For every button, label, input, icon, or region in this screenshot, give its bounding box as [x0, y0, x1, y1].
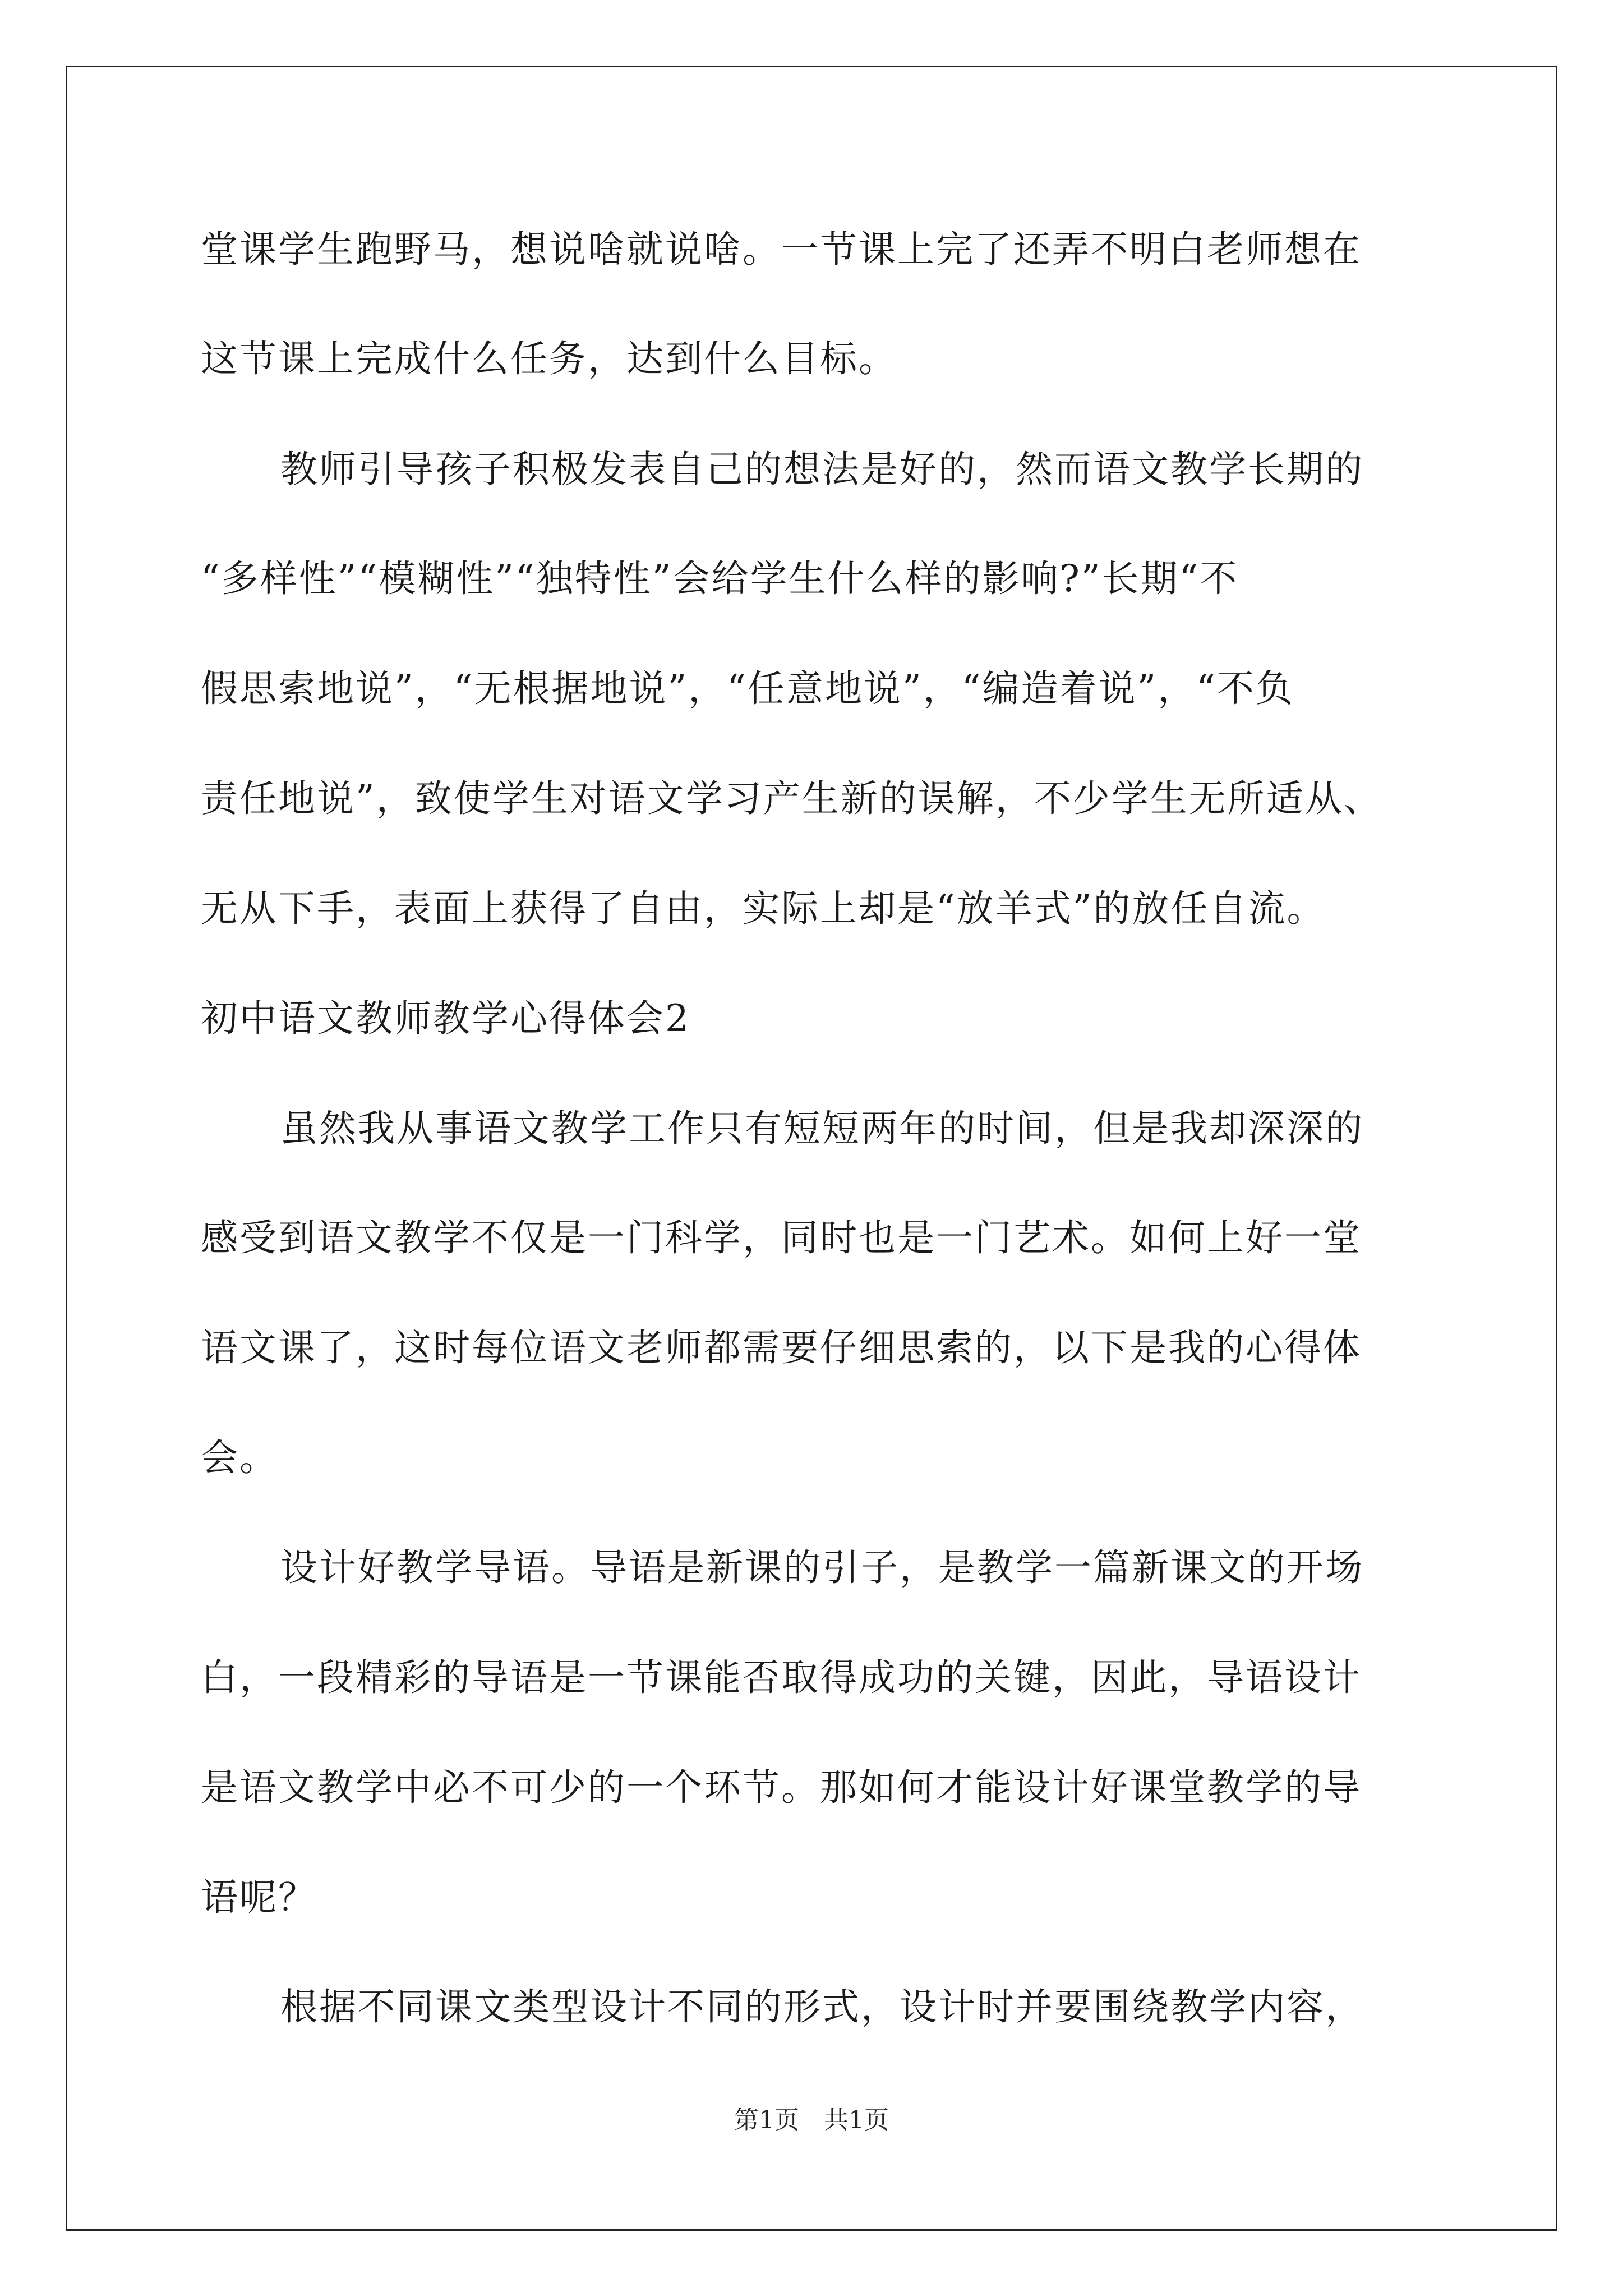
text-line: 语文课了，这时每位语文老师都需要仔细思索的，以下是我的心得体: [201, 1326, 1362, 1369]
text-line: 白，一段精彩的导语是一节课能否取得成功的关键，因此，导语设计: [201, 1656, 1362, 1699]
text-line: 这节课上完成什么任务，达到什么目标。: [201, 337, 897, 380]
text-line: 假思索地说”，“无根据地说”，“任意地说”，“编造着说”，“不负: [201, 667, 1294, 710]
text-line: 责任地说”，致使学生对语文学习产生新的误解，不少学生无所适从、: [201, 777, 1382, 820]
text-line: 无从下手，表面上获得了自由，实际上却是“放羊式”的放任自流。: [201, 887, 1326, 930]
text-line: 根据不同课文类型设计不同的形式，设计时并要围绕教学内容，: [280, 1985, 1364, 2028]
text-line: 会。: [201, 1436, 278, 1479]
text-line: 设计好教学导语。导语是新课的引子，是教学一篇新课文的开场: [280, 1546, 1364, 1589]
text-line: 是语文教学中必不可少的一个环节。那如何才能设计好课堂教学的导: [201, 1766, 1362, 1809]
text-line: 语呢？: [201, 1876, 317, 1919]
section-heading: 初中语文教师教学心得体会2: [201, 997, 690, 1040]
text-line: 堂课学生跑野马，想说啥就说啥。一节课上完了还弄不明白老师想在: [201, 228, 1362, 271]
page-footer: 第1页 共1页: [734, 2106, 889, 2134]
text-line: 虽然我从事语文教学工作只有短短两年的时间，但是我却深深的: [280, 1107, 1364, 1150]
text-line: 感受到语文教学不仅是一门科学，同时也是一门艺术。如何上好一堂: [201, 1216, 1362, 1259]
text-line: 教师引导孩子积极发表自己的想法是好的，然而语文教学长期的: [280, 448, 1364, 491]
text-line: “多样性”“模糊性”“独特性”会给学生什么样的影响?”长期“不: [201, 557, 1239, 600]
